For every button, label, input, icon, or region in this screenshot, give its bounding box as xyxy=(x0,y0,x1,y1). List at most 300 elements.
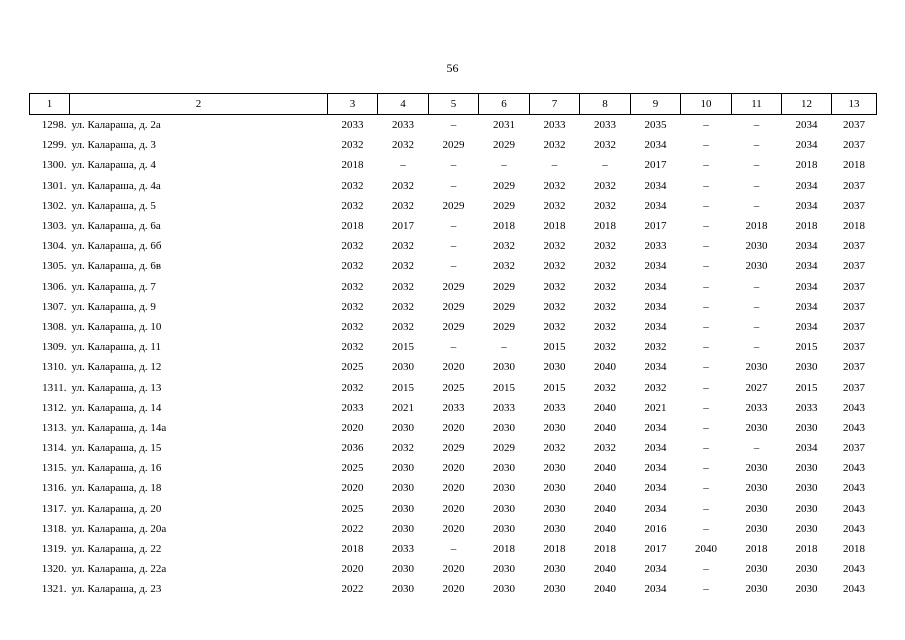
year-cell: 2029 xyxy=(493,442,515,455)
year-cell: 2032 xyxy=(543,240,566,253)
address-cell: ул. Калараша, д. 2а xyxy=(71,119,161,132)
year-cell: 2033 xyxy=(392,543,414,556)
year-cell: 2030 xyxy=(493,482,515,495)
year-cell: 2032 xyxy=(594,260,616,273)
year-cell: 2022 xyxy=(341,583,364,596)
year-cell: 2030 xyxy=(745,482,768,495)
year-cell: 2020 xyxy=(442,502,465,515)
address-cell: ул. Калараша, д. 6а xyxy=(71,220,161,233)
year-cell: 2037 xyxy=(843,381,865,394)
year-cell: – xyxy=(450,260,457,273)
year-cell: 2032 xyxy=(594,280,616,293)
row-number-cell: 1316. xyxy=(41,482,67,495)
year-cell: 2030 xyxy=(795,421,818,434)
year-cell: 2034 xyxy=(644,563,667,576)
row-number-cell: 1317. xyxy=(41,502,67,515)
year-cell: 2033 xyxy=(543,401,566,414)
year-cell: 2033 xyxy=(493,401,515,414)
year-cell: 2030 xyxy=(543,482,566,495)
year-cell: 2030 xyxy=(795,563,818,576)
year-cell: 2034 xyxy=(644,462,667,475)
year-cell: – xyxy=(703,240,709,253)
year-cell: 2017 xyxy=(644,543,667,556)
table-row xyxy=(30,236,877,256)
year-cell: – xyxy=(703,320,709,333)
year-cell: 2030 xyxy=(543,462,566,475)
year-cell: – xyxy=(703,421,709,434)
column-header: 2 xyxy=(70,94,328,115)
year-cell: 2037 xyxy=(843,199,865,212)
year-cell: 2030 xyxy=(795,583,818,596)
year-cell: 2034 xyxy=(795,139,818,152)
year-cell: 2015 xyxy=(795,341,818,354)
year-cell: 2021 xyxy=(644,401,667,414)
year-cell: 2034 xyxy=(644,583,667,596)
table-row xyxy=(30,438,877,458)
year-cell: – xyxy=(602,159,608,172)
year-cell: 2033 xyxy=(341,401,364,414)
year-cell: 2029 xyxy=(493,300,515,313)
year-cell: 2032 xyxy=(594,381,616,394)
year-cell: 2034 xyxy=(644,502,667,515)
year-cell: 2040 xyxy=(594,583,616,596)
year-cell: 2034 xyxy=(795,240,818,253)
address-cell: ул. Калараша, д. 3 xyxy=(71,139,156,152)
column-header: 9 xyxy=(631,94,681,115)
year-cell: 2015 xyxy=(493,381,515,394)
year-cell: 2030 xyxy=(795,482,818,495)
year-cell: 2030 xyxy=(493,361,515,374)
year-cell: – xyxy=(753,179,760,192)
address-cell: ул. Калараша, д. 4а xyxy=(71,179,161,192)
year-cell: 2032 xyxy=(341,341,364,354)
year-cell: 2018 xyxy=(341,159,364,172)
year-cell: – xyxy=(753,300,760,313)
year-cell: 2030 xyxy=(392,583,414,596)
year-cell: – xyxy=(753,119,760,132)
year-cell: 2020 xyxy=(341,482,364,495)
row-number-cell: 1300. xyxy=(41,159,67,172)
year-cell: 2032 xyxy=(341,381,364,394)
year-cell: 2037 xyxy=(843,341,865,354)
year-cell: 2034 xyxy=(795,442,818,455)
year-cell: 2030 xyxy=(543,563,566,576)
year-cell: 2032 xyxy=(594,341,616,354)
page-number: 56 xyxy=(446,61,459,75)
year-cell: 2018 xyxy=(341,220,364,233)
year-cell: – xyxy=(703,462,709,475)
year-cell: 2034 xyxy=(644,421,667,434)
year-cell: 2034 xyxy=(644,442,667,455)
year-cell: 2034 xyxy=(644,280,667,293)
table-row xyxy=(30,256,877,276)
year-cell: 2034 xyxy=(644,260,667,273)
column-header: 7 xyxy=(530,94,580,115)
year-cell: – xyxy=(703,199,709,212)
year-cell: – xyxy=(753,320,760,333)
year-cell: 2032 xyxy=(594,179,616,192)
year-cell: 2037 xyxy=(843,119,865,132)
year-cell: 2030 xyxy=(795,522,818,535)
year-cell: 2022 xyxy=(341,522,364,535)
year-cell: 2034 xyxy=(644,179,667,192)
row-number-cell: 1318. xyxy=(41,522,67,535)
table-row xyxy=(30,499,877,519)
year-cell: 2018 xyxy=(745,220,768,233)
table-row xyxy=(30,277,877,297)
column-header: 13 xyxy=(832,94,877,115)
year-cell: 2032 xyxy=(644,341,667,354)
year-cell: 2029 xyxy=(442,442,465,455)
year-cell: – xyxy=(450,179,457,192)
year-cell: 2025 xyxy=(341,361,364,374)
year-cell: 2033 xyxy=(745,401,768,414)
year-cell: 2030 xyxy=(795,361,818,374)
year-cell: 2034 xyxy=(795,119,818,132)
address-cell: ул. Калараша, д. 11 xyxy=(71,341,161,354)
address-cell: ул. Калараша, д. 5 xyxy=(71,199,156,212)
year-cell: 2030 xyxy=(493,421,515,434)
address-cell: ул. Калараша, д. 15 xyxy=(71,442,162,455)
year-cell: 2030 xyxy=(392,502,414,515)
row-number-cell: 1310. xyxy=(41,361,67,374)
year-cell: 2018 xyxy=(594,543,616,556)
year-cell: 2032 xyxy=(341,320,364,333)
row-number-cell: 1314. xyxy=(41,442,67,455)
year-cell: 2032 xyxy=(392,442,414,455)
year-cell: 2032 xyxy=(594,240,616,253)
row-number-cell: 1309. xyxy=(41,341,67,354)
year-cell: 2030 xyxy=(745,563,768,576)
year-cell: 2032 xyxy=(543,260,566,273)
year-cell: 2043 xyxy=(843,462,865,475)
year-cell: – xyxy=(753,280,760,293)
year-cell: 2034 xyxy=(644,361,667,374)
year-cell: 2029 xyxy=(442,280,465,293)
year-cell: 2018 xyxy=(843,159,865,172)
year-cell: 2017 xyxy=(644,159,667,172)
year-cell: 2030 xyxy=(795,502,818,515)
address-cell: ул. Калараша, д. 13 xyxy=(71,381,162,394)
year-cell: 2043 xyxy=(843,421,865,434)
year-cell: – xyxy=(450,543,457,556)
year-cell: 2036 xyxy=(341,442,364,455)
year-cell: 2015 xyxy=(392,381,414,394)
year-cell: 2043 xyxy=(843,401,865,414)
year-cell: – xyxy=(551,159,558,172)
column-header: 6 xyxy=(479,94,530,115)
year-cell: 2034 xyxy=(644,300,667,313)
year-cell: 2037 xyxy=(843,139,865,152)
year-cell: 2030 xyxy=(543,583,566,596)
year-cell: 2029 xyxy=(493,320,515,333)
year-cell: – xyxy=(703,583,709,596)
table-row xyxy=(30,155,877,175)
year-cell: 2018 xyxy=(745,543,768,556)
year-cell: 2040 xyxy=(695,543,717,556)
table-row xyxy=(30,135,877,155)
year-cell: – xyxy=(450,220,457,233)
year-cell: 2037 xyxy=(843,260,865,273)
address-cell: ул. Калараша, д. 22 xyxy=(71,543,162,556)
year-cell: 2021 xyxy=(392,401,414,414)
year-cell: 2030 xyxy=(543,522,566,535)
address-cell: ул. Калараша, д. 16 xyxy=(71,462,162,475)
year-cell: 2032 xyxy=(543,139,566,152)
address-cell: ул. Калараша, д. 18 xyxy=(71,482,162,495)
year-cell: 2032 xyxy=(594,320,616,333)
year-cell: 2032 xyxy=(392,320,414,333)
year-cell: 2018 xyxy=(543,220,566,233)
row-number-cell: 1299. xyxy=(41,139,67,152)
address-cell: ул. Калараша, д. 7 xyxy=(71,280,156,293)
year-cell: 2033 xyxy=(442,401,465,414)
year-cell: 2034 xyxy=(795,280,818,293)
year-cell: 2034 xyxy=(644,320,667,333)
year-cell: 2040 xyxy=(594,502,616,515)
year-cell: 2016 xyxy=(644,522,667,535)
year-cell: 2030 xyxy=(493,522,515,535)
year-cell: 2043 xyxy=(843,482,865,495)
row-number-cell: 1308. xyxy=(41,320,67,333)
year-cell: 2033 xyxy=(594,119,616,132)
year-cell: – xyxy=(450,240,457,253)
address-cell: ул. Калараша, д. 20а xyxy=(71,522,167,535)
year-cell: 2030 xyxy=(795,462,818,475)
row-number-cell: 1321. xyxy=(41,583,67,596)
year-cell: 2031 xyxy=(493,119,515,132)
year-cell: – xyxy=(703,119,709,132)
row-number-cell: 1301. xyxy=(41,179,67,192)
year-cell: 2037 xyxy=(843,179,865,192)
year-cell: – xyxy=(753,341,760,354)
year-cell: 2029 xyxy=(442,320,465,333)
address-cell: ул. Калараша, д. 6в xyxy=(71,260,162,273)
table-row xyxy=(30,196,877,216)
year-cell: – xyxy=(703,341,709,354)
year-cell: 2030 xyxy=(745,502,768,515)
year-cell: 2029 xyxy=(442,300,465,313)
year-cell: 2030 xyxy=(493,583,515,596)
table-row xyxy=(30,579,877,599)
year-cell: 2034 xyxy=(644,199,667,212)
year-cell: 2037 xyxy=(843,280,865,293)
year-cell: 2020 xyxy=(442,361,465,374)
year-cell: – xyxy=(703,361,709,374)
year-cell: 2030 xyxy=(745,421,768,434)
year-cell: 2030 xyxy=(392,482,414,495)
year-cell: – xyxy=(703,179,709,192)
year-cell: 2015 xyxy=(392,341,414,354)
year-cell: 2032 xyxy=(341,240,364,253)
year-cell: 2020 xyxy=(442,462,465,475)
year-cell: 2040 xyxy=(594,462,616,475)
year-cell: 2018 xyxy=(843,543,865,556)
year-cell: 2032 xyxy=(594,199,616,212)
year-cell: 2033 xyxy=(644,240,667,253)
year-cell: – xyxy=(703,139,709,152)
year-cell: 2032 xyxy=(543,199,566,212)
year-cell: 2030 xyxy=(745,361,768,374)
year-cell: – xyxy=(703,482,709,495)
year-cell: 2029 xyxy=(442,139,465,152)
year-cell: 2032 xyxy=(341,199,364,212)
year-cell: 2037 xyxy=(843,240,865,253)
table-row xyxy=(30,317,877,337)
year-cell: 2020 xyxy=(341,563,364,576)
year-cell: 2020 xyxy=(442,563,465,576)
year-cell: 2030 xyxy=(543,421,566,434)
table-row xyxy=(30,519,877,539)
year-cell: 2035 xyxy=(644,119,667,132)
year-cell: – xyxy=(450,159,457,172)
column-header: 3 xyxy=(328,94,378,115)
year-cell: 2032 xyxy=(493,260,515,273)
row-number-cell: 1302. xyxy=(41,199,67,212)
schedule-table xyxy=(29,93,877,600)
year-cell: 2030 xyxy=(392,522,414,535)
year-cell: 2043 xyxy=(843,583,865,596)
year-cell: 2029 xyxy=(493,139,515,152)
table-row xyxy=(30,216,877,236)
table-row xyxy=(30,458,877,478)
year-cell: 2043 xyxy=(843,522,865,535)
year-cell: – xyxy=(703,280,709,293)
address-cell: ул. Калараша, д. 10 xyxy=(71,320,162,333)
year-cell: 2030 xyxy=(745,462,768,475)
year-cell: 2030 xyxy=(493,502,515,515)
row-number-cell: 1319. xyxy=(41,543,67,556)
year-cell: 2032 xyxy=(543,320,566,333)
year-cell: 2029 xyxy=(493,280,515,293)
year-cell: 2018 xyxy=(543,543,566,556)
year-cell: 2015 xyxy=(543,341,566,354)
year-cell: – xyxy=(501,159,507,172)
row-number-cell: 1305. xyxy=(41,260,67,273)
year-cell: 2033 xyxy=(795,401,818,414)
column-header: 5 xyxy=(429,94,479,115)
column-header: 4 xyxy=(378,94,429,115)
year-cell: 2029 xyxy=(493,199,515,212)
year-cell: 2029 xyxy=(493,179,515,192)
year-cell: – xyxy=(753,139,760,152)
address-cell: ул. Калараша, д. 22а xyxy=(71,563,167,576)
year-cell: 2018 xyxy=(795,159,818,172)
year-cell: 2030 xyxy=(493,462,515,475)
row-number-cell: 1307. xyxy=(41,300,67,313)
year-cell: – xyxy=(753,199,760,212)
year-cell: 2020 xyxy=(341,421,364,434)
year-cell: 2033 xyxy=(392,119,414,132)
year-cell: – xyxy=(703,159,709,172)
year-cell: – xyxy=(400,159,406,172)
year-cell: 2040 xyxy=(594,361,616,374)
table-body xyxy=(30,115,877,600)
year-cell: 2034 xyxy=(795,199,818,212)
year-cell: – xyxy=(753,442,760,455)
column-header: 12 xyxy=(782,94,832,115)
year-cell: 2018 xyxy=(795,220,818,233)
column-header: 11 xyxy=(732,94,782,115)
year-cell: 2034 xyxy=(795,179,818,192)
address-cell: ул. Калараша, д. 23 xyxy=(71,583,162,596)
year-cell: 2037 xyxy=(843,300,865,313)
row-number-cell: 1312. xyxy=(41,401,67,414)
row-number-cell: 1313. xyxy=(41,421,67,434)
year-cell: 2032 xyxy=(543,442,566,455)
year-cell: 2020 xyxy=(442,522,465,535)
year-cell: 2032 xyxy=(594,442,616,455)
year-cell: 2015 xyxy=(795,381,818,394)
year-cell: 2015 xyxy=(543,381,566,394)
year-cell: 2020 xyxy=(442,482,465,495)
year-cell: – xyxy=(703,522,709,535)
year-cell: 2030 xyxy=(745,583,768,596)
year-cell: 2032 xyxy=(392,280,414,293)
year-cell: 2032 xyxy=(341,139,364,152)
year-cell: – xyxy=(703,260,709,273)
table-row xyxy=(30,478,877,498)
year-cell: 2030 xyxy=(392,421,414,434)
year-cell: 2040 xyxy=(594,401,616,414)
row-number-cell: 1303. xyxy=(41,220,67,233)
year-cell: 2030 xyxy=(392,462,414,475)
year-cell: 2032 xyxy=(594,139,616,152)
year-cell: 2032 xyxy=(392,300,414,313)
table-row xyxy=(30,377,877,397)
table-row xyxy=(30,297,877,317)
year-cell: 2043 xyxy=(843,563,865,576)
year-cell: 2030 xyxy=(543,502,566,515)
address-cell: ул. Калараша, д. 12 xyxy=(71,361,162,374)
table-row xyxy=(30,539,877,559)
row-number-cell: 1298. xyxy=(41,119,67,132)
year-cell: 2034 xyxy=(644,482,667,495)
year-cell: 2040 xyxy=(594,522,616,535)
year-cell: 2018 xyxy=(493,543,515,556)
year-cell: 2032 xyxy=(341,300,364,313)
table-row xyxy=(30,357,877,377)
year-cell: 2032 xyxy=(543,300,566,313)
year-cell: 2032 xyxy=(644,381,667,394)
table-row xyxy=(30,115,877,136)
year-cell: 2032 xyxy=(543,179,566,192)
year-cell: 2030 xyxy=(392,563,414,576)
year-cell: 2030 xyxy=(493,563,515,576)
column-header: 10 xyxy=(681,94,732,115)
year-cell: 2018 xyxy=(795,543,818,556)
year-cell: 2032 xyxy=(493,240,515,253)
year-cell: 2032 xyxy=(341,260,364,273)
year-cell: 2020 xyxy=(442,583,465,596)
table-header-row xyxy=(30,94,877,115)
year-cell: – xyxy=(703,401,709,414)
year-cell: 2032 xyxy=(341,280,364,293)
year-cell: – xyxy=(703,563,709,576)
year-cell: – xyxy=(703,381,709,394)
year-cell: – xyxy=(753,159,760,172)
year-cell: 2040 xyxy=(594,563,616,576)
address-cell: ул. Калараша, д. 14а xyxy=(71,421,167,434)
year-cell: 2032 xyxy=(392,179,414,192)
year-cell: 2040 xyxy=(594,421,616,434)
year-cell: 2033 xyxy=(341,119,364,132)
column-header: 1 xyxy=(30,94,70,115)
year-cell: 2030 xyxy=(543,361,566,374)
year-cell: 2025 xyxy=(341,462,364,475)
year-cell: 2018 xyxy=(341,543,364,556)
table-row xyxy=(30,559,877,579)
